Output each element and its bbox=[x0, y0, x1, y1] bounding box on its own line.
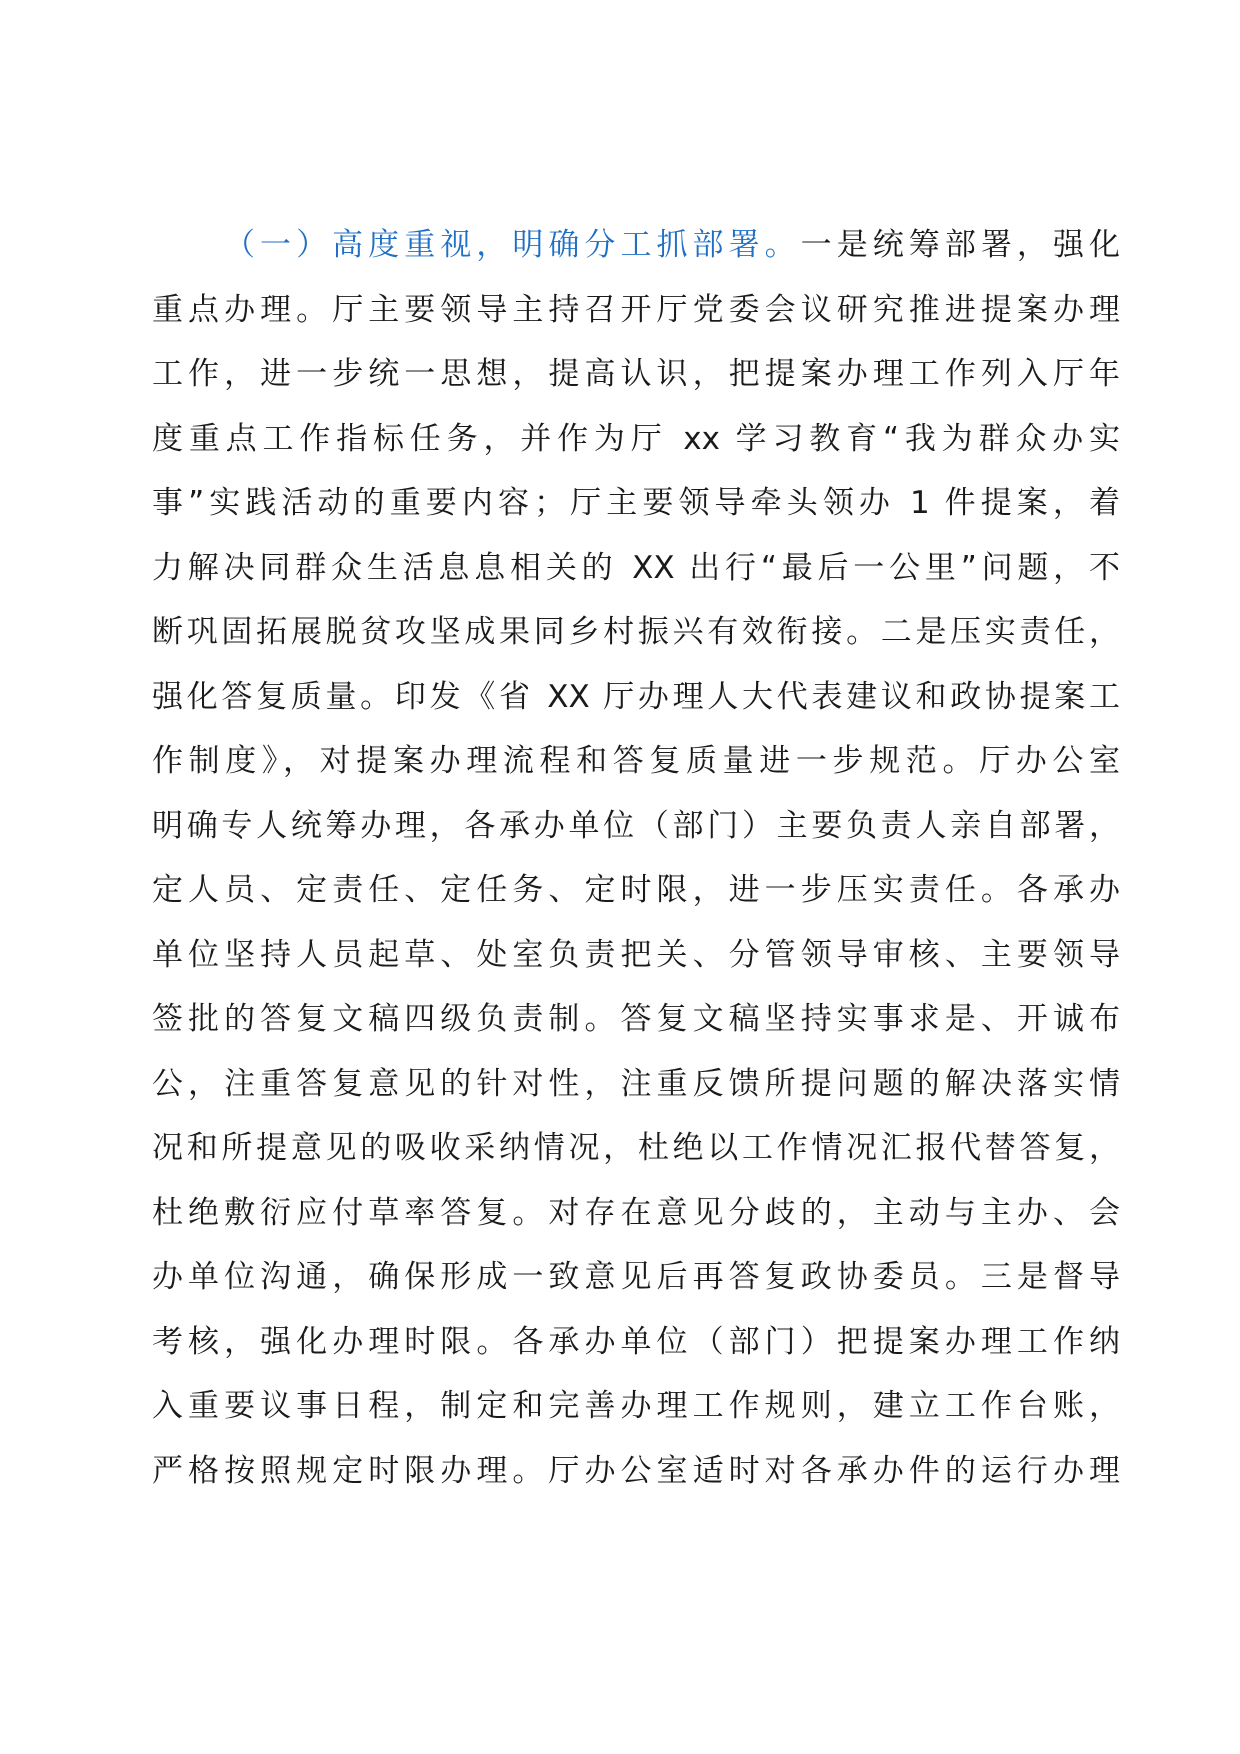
paragraph-text: 一是统筹部署，强化 bbox=[800, 227, 1121, 263]
paragraph-line: 严格按照规定时限办理。厅办公室适时对各承办件的运行办理 bbox=[152, 1452, 1120, 1489]
paragraph-line: 作制度》，对提案办理流程和答复质量进一步规范。厅办公室 bbox=[152, 743, 1120, 779]
paragraph-line: 况和所提意见的吸收采纳情况，杜绝以工作情况汇报代替答复， bbox=[152, 1130, 1120, 1166]
paragraph-line: 单位坚持人员起草、处室负责把关、分管领导审核、主要领导 bbox=[152, 936, 1120, 973]
paragraph-line: 工作，进一步统一思想，提高认识，把提案办理工作列入厅年 bbox=[152, 356, 1120, 392]
paragraph-line: 重点办理。厅主要领导主持召开厅党委会议研究推进提案办理 bbox=[152, 291, 1120, 328]
paragraph-line-1 bbox=[152, 213, 1120, 278]
body-paragraph bbox=[152, 213, 1120, 1503]
paragraph-line: 强化答复质量。印发《省 XX 厅办理人大代表建议和政协提案工 bbox=[152, 678, 1120, 715]
paragraph-line: 力解决同群众生活息息相关的 XX 出行“最后一公里”问题，不 bbox=[152, 549, 1120, 586]
paragraph-line: 签批的答复文稿四级负责制。答复文稿坚持实事求是、开诚布 bbox=[152, 1001, 1120, 1037]
paragraph-line: 考核，强化办理时限。各承办单位（部门）把提案办理工作纳 bbox=[152, 1323, 1120, 1360]
paragraph-line: 定人员、定责任、定任务、定时限，进一步压实责任。各承办 bbox=[152, 872, 1120, 908]
paragraph-line: 入重要议事日程，制定和完善办理工作规则，建立工作台账， bbox=[152, 1388, 1120, 1424]
paragraph-line: 断巩固拓展脱贫攻坚成果同乡村振兴有效衔接。二是压实责任， bbox=[152, 614, 1120, 650]
paragraph-line: 明确专人统筹办理，各承办单位（部门）主要负责人亲自部署， bbox=[152, 807, 1120, 844]
paragraph-line: 杜绝敷衍应付草率答复。对存在意见分歧的，主动与主办、会 bbox=[152, 1194, 1120, 1231]
paragraph-line: 公，注重答复意见的针对性，注重反馈所提问题的解决落实情 bbox=[152, 1065, 1120, 1102]
paragraph-line: 事”实践活动的重要内容；厅主要领导牵头领办 1 件提案，着 bbox=[152, 485, 1120, 521]
section-heading: （一）高度重视，明确分工抓部署。 bbox=[224, 227, 801, 263]
paragraph-line: 度重点工作指标任务，并作为厅 xx 学习教育“我为群众办实 bbox=[152, 420, 1120, 457]
paragraph-line: 办单位沟通，确保形成一致意见后再答复政协委员。三是督导 bbox=[152, 1259, 1120, 1295]
